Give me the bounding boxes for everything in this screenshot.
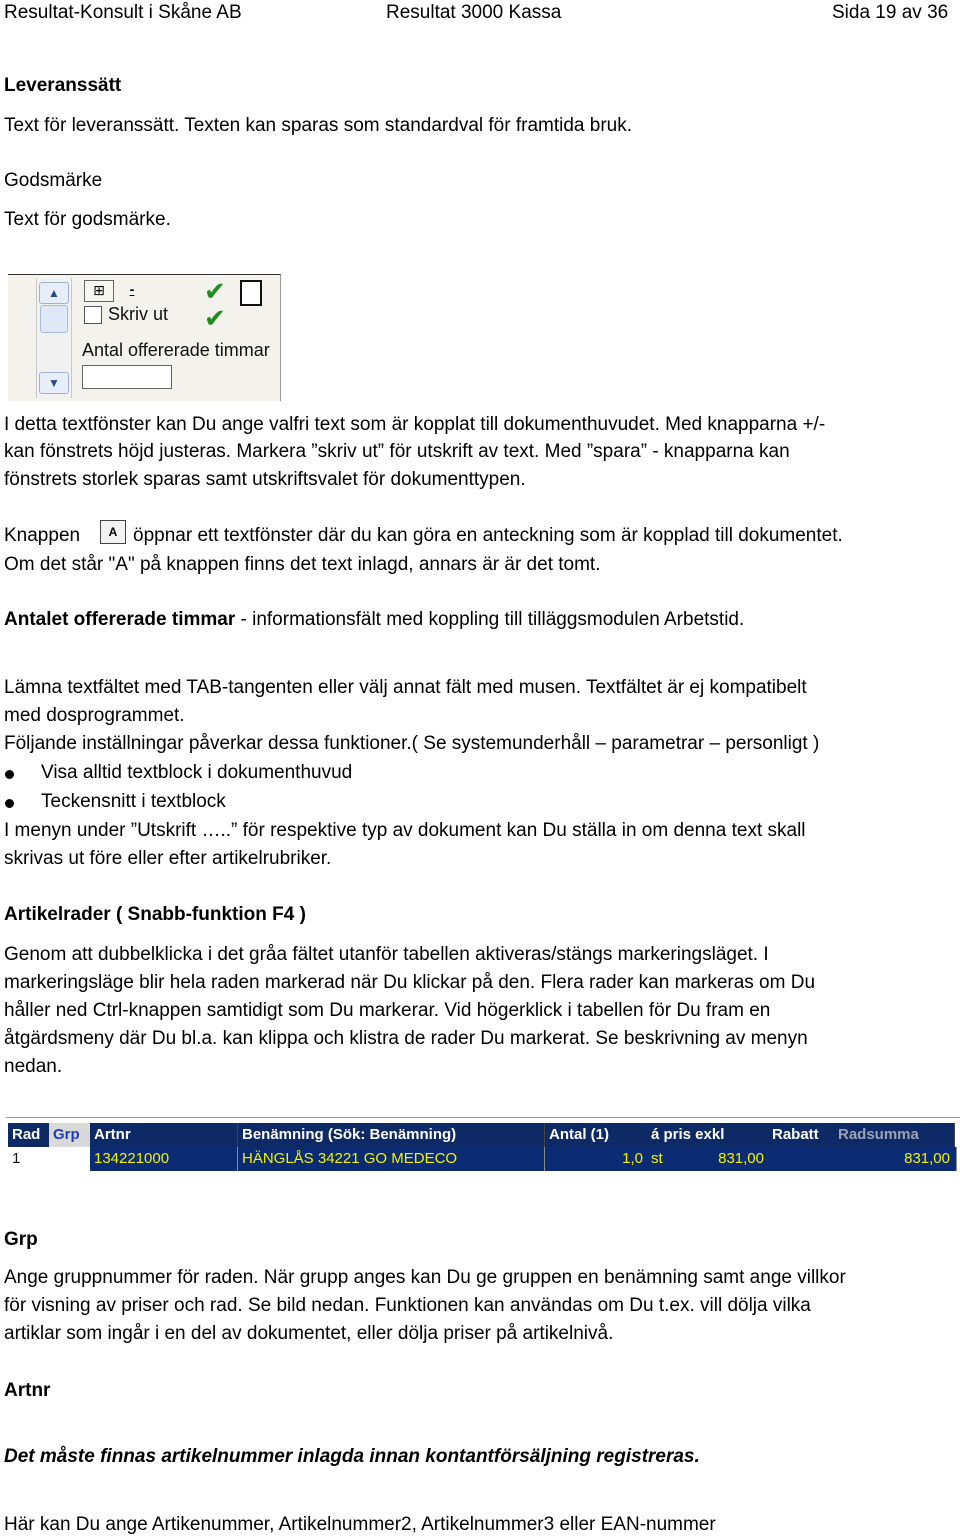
save-check-icon[interactable]: ✔ bbox=[204, 276, 226, 306]
bullet-icon bbox=[5, 770, 14, 779]
cell-grp[interactable] bbox=[49, 1147, 91, 1171]
para1-line1: I detta textfönster kan Du ange valfri text som är kopplat till dokumenthuvudet. Med knapparna +/- bbox=[4, 414, 826, 435]
artikelrader-line1: Genom att dubbelklicka i det gråa fältet utanför tabellen aktiveras/stängs markeringsläget. I bbox=[4, 944, 769, 965]
header-product: Resultat 3000 Kassa bbox=[386, 2, 562, 23]
godsmarke-heading: Godsmärke bbox=[4, 170, 103, 191]
save-print-check-icon[interactable]: ✔ bbox=[204, 303, 226, 333]
leveranssatt-heading: Leveranssätt bbox=[4, 75, 122, 96]
grp-heading: Grp bbox=[4, 1229, 38, 1250]
lamna-line2: med dosprogrammet. bbox=[4, 705, 185, 726]
col-header-rad[interactable]: Rad bbox=[8, 1123, 53, 1147]
cell-rad[interactable]: 1 bbox=[8, 1147, 53, 1171]
artnr-warning: Det måste finnas artikelnummer inlagda innan kontantförsäljning registreras. bbox=[4, 1446, 700, 1467]
cell-benamning[interactable]: HÄNGLÅS 34221 GO MEDECO bbox=[238, 1147, 545, 1171]
annotation-a-icon[interactable]: A bbox=[100, 520, 126, 544]
header-page-number: Sida 19 av 36 bbox=[832, 2, 949, 23]
col-header-benamning[interactable]: Benämning (Sök: Benämning) bbox=[238, 1123, 545, 1147]
antalet-bold: Antalet offererade timmar bbox=[4, 609, 236, 630]
knappen-line2: Om det står "A" på knappen finns det text inlagd, annars är är det tomt. bbox=[4, 554, 601, 575]
cell-radsumma[interactable]: 831,00 bbox=[834, 1147, 957, 1171]
antal-offererade-input[interactable] bbox=[82, 365, 172, 389]
para1-line3: fönstrets storlek sparas samt utskriftsvalet för dokumenttypen. bbox=[4, 469, 526, 490]
leveranssatt-text: Text för leveranssätt. Texten kan sparas som standardval för framtida bruk. bbox=[4, 115, 632, 136]
scroll-down-icon[interactable]: ▼ bbox=[39, 372, 69, 394]
knappen-after: öppnar ett textfönster där du kan göra en anteckning som är kopplad till dokumentet. bbox=[133, 525, 843, 546]
lamna-line3: Följande inställningar påverkar dessa funktioner.( Se systemunderhåll – parametrar – personligt ) bbox=[4, 733, 820, 754]
cell-antal[interactable]: 1,0 bbox=[545, 1147, 650, 1171]
document-icon[interactable] bbox=[240, 280, 262, 306]
bullet-item-2: Teckensnitt i textblock bbox=[41, 791, 226, 812]
col-header-pris[interactable]: á pris exkl bbox=[647, 1123, 769, 1147]
cell-artnr[interactable]: 134221000 bbox=[90, 1147, 238, 1171]
antalet-rest: - informationsfält med koppling till tilläggsmodulen Arbetstid. bbox=[235, 609, 745, 630]
lamna-line1: Lämna textfältet med TAB-tangenten eller välj annat fält med musen. Textfältet är ej kompatibelt bbox=[4, 677, 807, 698]
skriv-ut-checkbox[interactable] bbox=[84, 306, 102, 324]
artikelrader-line3: håller ned Ctrl-knappen samtidigt som Du markerar. Vid högerklick i tabellen för Du fram en bbox=[4, 1000, 771, 1021]
header-company: Resultat-Konsult i Skåne AB bbox=[4, 2, 242, 23]
para1-line2: kan fönstrets höjd justeras. Markera ”skriv ut” för utskrift av text. Med ”spara” - knapparna kan bbox=[4, 441, 790, 462]
grp-line2: för visning av priser och rad. Se bild nedan. Funktionen kan användas om Du t.ex. vill dölja vilka bbox=[4, 1295, 811, 1316]
scroll-thumb[interactable] bbox=[40, 305, 68, 333]
scroll-up-icon[interactable]: ▲ bbox=[39, 282, 69, 304]
bullet-icon bbox=[5, 799, 14, 808]
artikelrader-line4: åtgärdsmeny där Du bl.a. kan klippa och klistra de rader Du markerat. Se beskrivning av menyn bbox=[4, 1028, 808, 1049]
antal-offererade-label: Antal offererade timmar bbox=[82, 340, 270, 360]
artikelrader-heading: Artikelrader ( Snabb-funktion F4 ) bbox=[4, 904, 306, 925]
lamna-line4: I menyn under ”Utskrift …..” för respektive typ av dokument kan Du ställa in om denna text skall bbox=[4, 820, 806, 841]
antalet-paragraph bbox=[4, 606, 744, 634]
bullet-item-1: Visa alltid textblock i dokumenthuvud bbox=[41, 762, 353, 783]
cell-rabatt[interactable] bbox=[768, 1147, 835, 1171]
knappen-before: Knappen bbox=[4, 525, 81, 546]
col-header-radsumma[interactable]: Radsumma bbox=[834, 1123, 955, 1147]
col-header-antal[interactable]: Antal (1) bbox=[545, 1123, 648, 1147]
godsmarke-text: Text för godsmärke. bbox=[4, 209, 171, 230]
cell-pris[interactable]: 831,00 bbox=[698, 1147, 771, 1171]
decrease-height-button[interactable]: - bbox=[129, 281, 135, 297]
lamna-line5: skrivas ut före eller efter artikelrubriker. bbox=[4, 848, 332, 869]
grp-line1: Ange gruppnummer för raden. När grupp anges kan Du ge gruppen en benämning samt ange villkor bbox=[4, 1267, 846, 1288]
col-header-grp[interactable]: Grp bbox=[49, 1123, 91, 1147]
col-header-artnr[interactable]: Artnr bbox=[90, 1123, 238, 1147]
artnr-last-line: Här kan Du ange Artikenummer, Artikelnummer2, Artikelnummer3 eller EAN-nummer bbox=[4, 1514, 716, 1535]
col-header-rabatt[interactable]: Rabatt bbox=[768, 1123, 835, 1147]
grp-line3: artiklar som ingår i en del av dokumentet, eller dölja priser på artikelnivå. bbox=[4, 1323, 614, 1344]
cell-enhet[interactable]: st bbox=[647, 1147, 700, 1171]
artikelrader-line2: markeringsläge blir hela raden markerad när Du klickar på den. Flera rader kan markeras om Du bbox=[4, 972, 816, 993]
artikelrader-line5: nedan. bbox=[4, 1056, 63, 1077]
increase-height-button[interactable]: ⊞ bbox=[84, 280, 114, 302]
artnr-heading: Artnr bbox=[4, 1380, 51, 1401]
skriv-ut-label: Skriv ut bbox=[108, 304, 169, 324]
